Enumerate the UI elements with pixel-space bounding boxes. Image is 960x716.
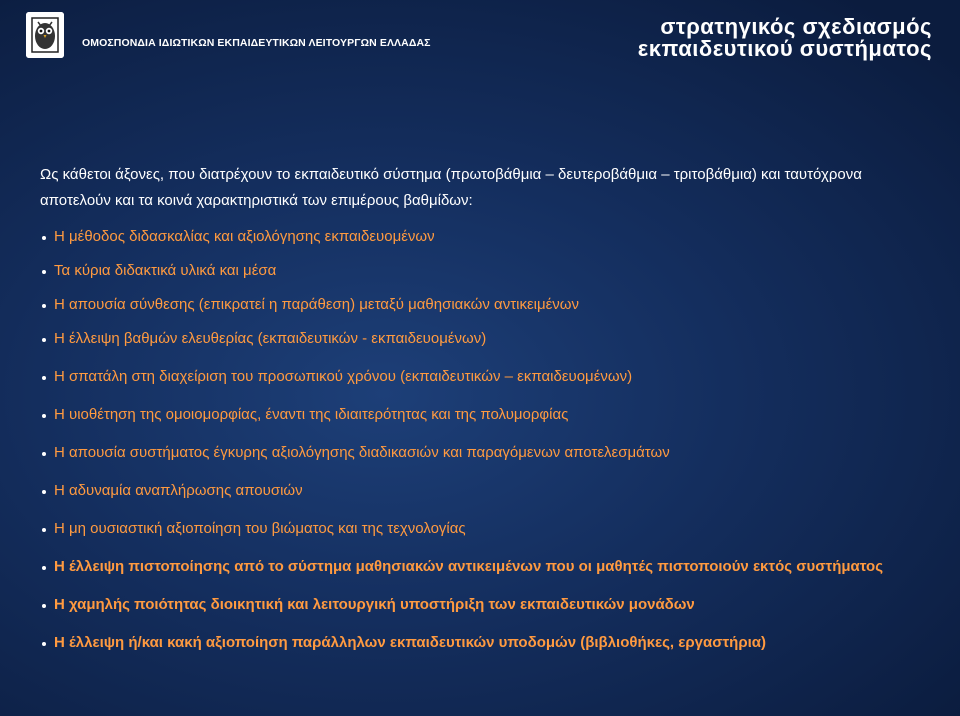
bullet-dot-icon bbox=[42, 270, 46, 274]
bullet-item bbox=[42, 226, 942, 248]
bullet-dot-icon bbox=[42, 604, 46, 608]
bullet-text: Τα κύρια διδακτικά υλικά και μέσα bbox=[54, 262, 277, 279]
bullet-dot-icon bbox=[42, 376, 46, 380]
bullet-dot-icon bbox=[42, 414, 46, 418]
bullet-text: Η χαμηλής ποιότητας διοικητική και λειτουργική υποστήριξη των εκπαιδευτικών μονάδων bbox=[54, 596, 695, 613]
bullet-text: Η έλλειψη πιστοποίησης από το σύστημα μαθησιακών αντικειμένων που οι μαθητές πιστοποιούν εκτός συστήματος bbox=[54, 558, 883, 575]
bullet-item bbox=[42, 594, 942, 616]
bullet-text: Η σπατάλη στη διαχείριση του προσωπικού χρόνου (εκπαιδευτικών – εκπαιδευομένων) bbox=[54, 368, 633, 385]
bullet-text: Η μη ουσιαστική αξιοποίηση του βιώματος και της τεχνολογίας bbox=[54, 520, 466, 537]
bullet-dot-icon bbox=[42, 452, 46, 456]
bullet-item bbox=[42, 260, 942, 282]
bullet-item bbox=[42, 480, 942, 502]
bullet-item bbox=[42, 442, 942, 464]
bullet-text: Η υιοθέτηση της ομοιομορφίας, έναντι της ιδιαιτερότητας και της πολυμορφίας bbox=[54, 406, 569, 423]
bullet-text: Η έλλειψη βαθμών ελευθερίας (εκπαιδευτικών - εκπαιδευομένων) bbox=[54, 330, 487, 347]
bullet-text: Η απουσία συστήματος έγκυρης αξιολόγησης διαδικασιών και παραγόμενων αποτελεσμάτων bbox=[54, 444, 670, 461]
bullet-item bbox=[42, 518, 942, 540]
header bbox=[0, 0, 960, 70]
intro-paragraph: Ως κάθετοι άξονες, που διατρέχουν το εκπαιδευτικό σύστημα (πρωτοβάθμια – δευτεροβάθμια – τριτοβάθμια) και ταυτόχρονα αποτελούν και τα κοινά χαρακτηριστικά των επιμέρους βαθμίδων: bbox=[40, 166, 862, 209]
bullet-item bbox=[42, 366, 942, 388]
slide-title bbox=[638, 16, 932, 60]
bullet-dot-icon bbox=[42, 304, 46, 308]
bullet-text: Η αδυναμία αναπλήρωσης απουσιών bbox=[54, 482, 303, 499]
bullet-item bbox=[42, 294, 942, 316]
bullet-dot-icon bbox=[42, 528, 46, 532]
bullet-dot-icon bbox=[42, 338, 46, 342]
bullet-item bbox=[42, 328, 942, 350]
bullet-dot-icon bbox=[42, 642, 46, 646]
bullet-item bbox=[42, 632, 942, 654]
bullet-item bbox=[42, 404, 942, 426]
bullet-dot-icon bbox=[42, 236, 46, 240]
bullet-text: Η απουσία σύνθεσης (επικρατεί η παράθεση) μεταξύ μαθησιακών αντικειμένων bbox=[54, 296, 580, 313]
bullet-text: Η μέθοδος διδασκαλίας και αξιολόγησης εκπαιδευομένων bbox=[54, 228, 435, 245]
bullet-item bbox=[42, 556, 942, 578]
bullet-dot-icon bbox=[42, 490, 46, 494]
bullet-list bbox=[42, 226, 942, 654]
bullet-text: Η έλλειψη ή/και κακή αξιοποίηση παράλληλων εκπαιδευτικών υποδομών (βιβλιοθήκες, εργαστήρια) bbox=[54, 634, 766, 651]
organization-name: ΟΜΟΣΠΟΝΔΙΑ ΙΔΙΩΤΙΚΩΝ ΕΚΠΑΙΔΕΥΤΙΚΩΝ ΛΕΙΤΟΥΡΓΩΝ ΕΛΛΑΔΑΣ bbox=[82, 37, 431, 49]
bullet-dot-icon bbox=[42, 566, 46, 570]
slide-title-line-1: στρατηγικός σχεδιασμός bbox=[660, 14, 932, 39]
slide-title-line-2: εκπαιδευτικού συστήματος bbox=[637, 36, 932, 61]
owl-logo bbox=[26, 12, 64, 58]
